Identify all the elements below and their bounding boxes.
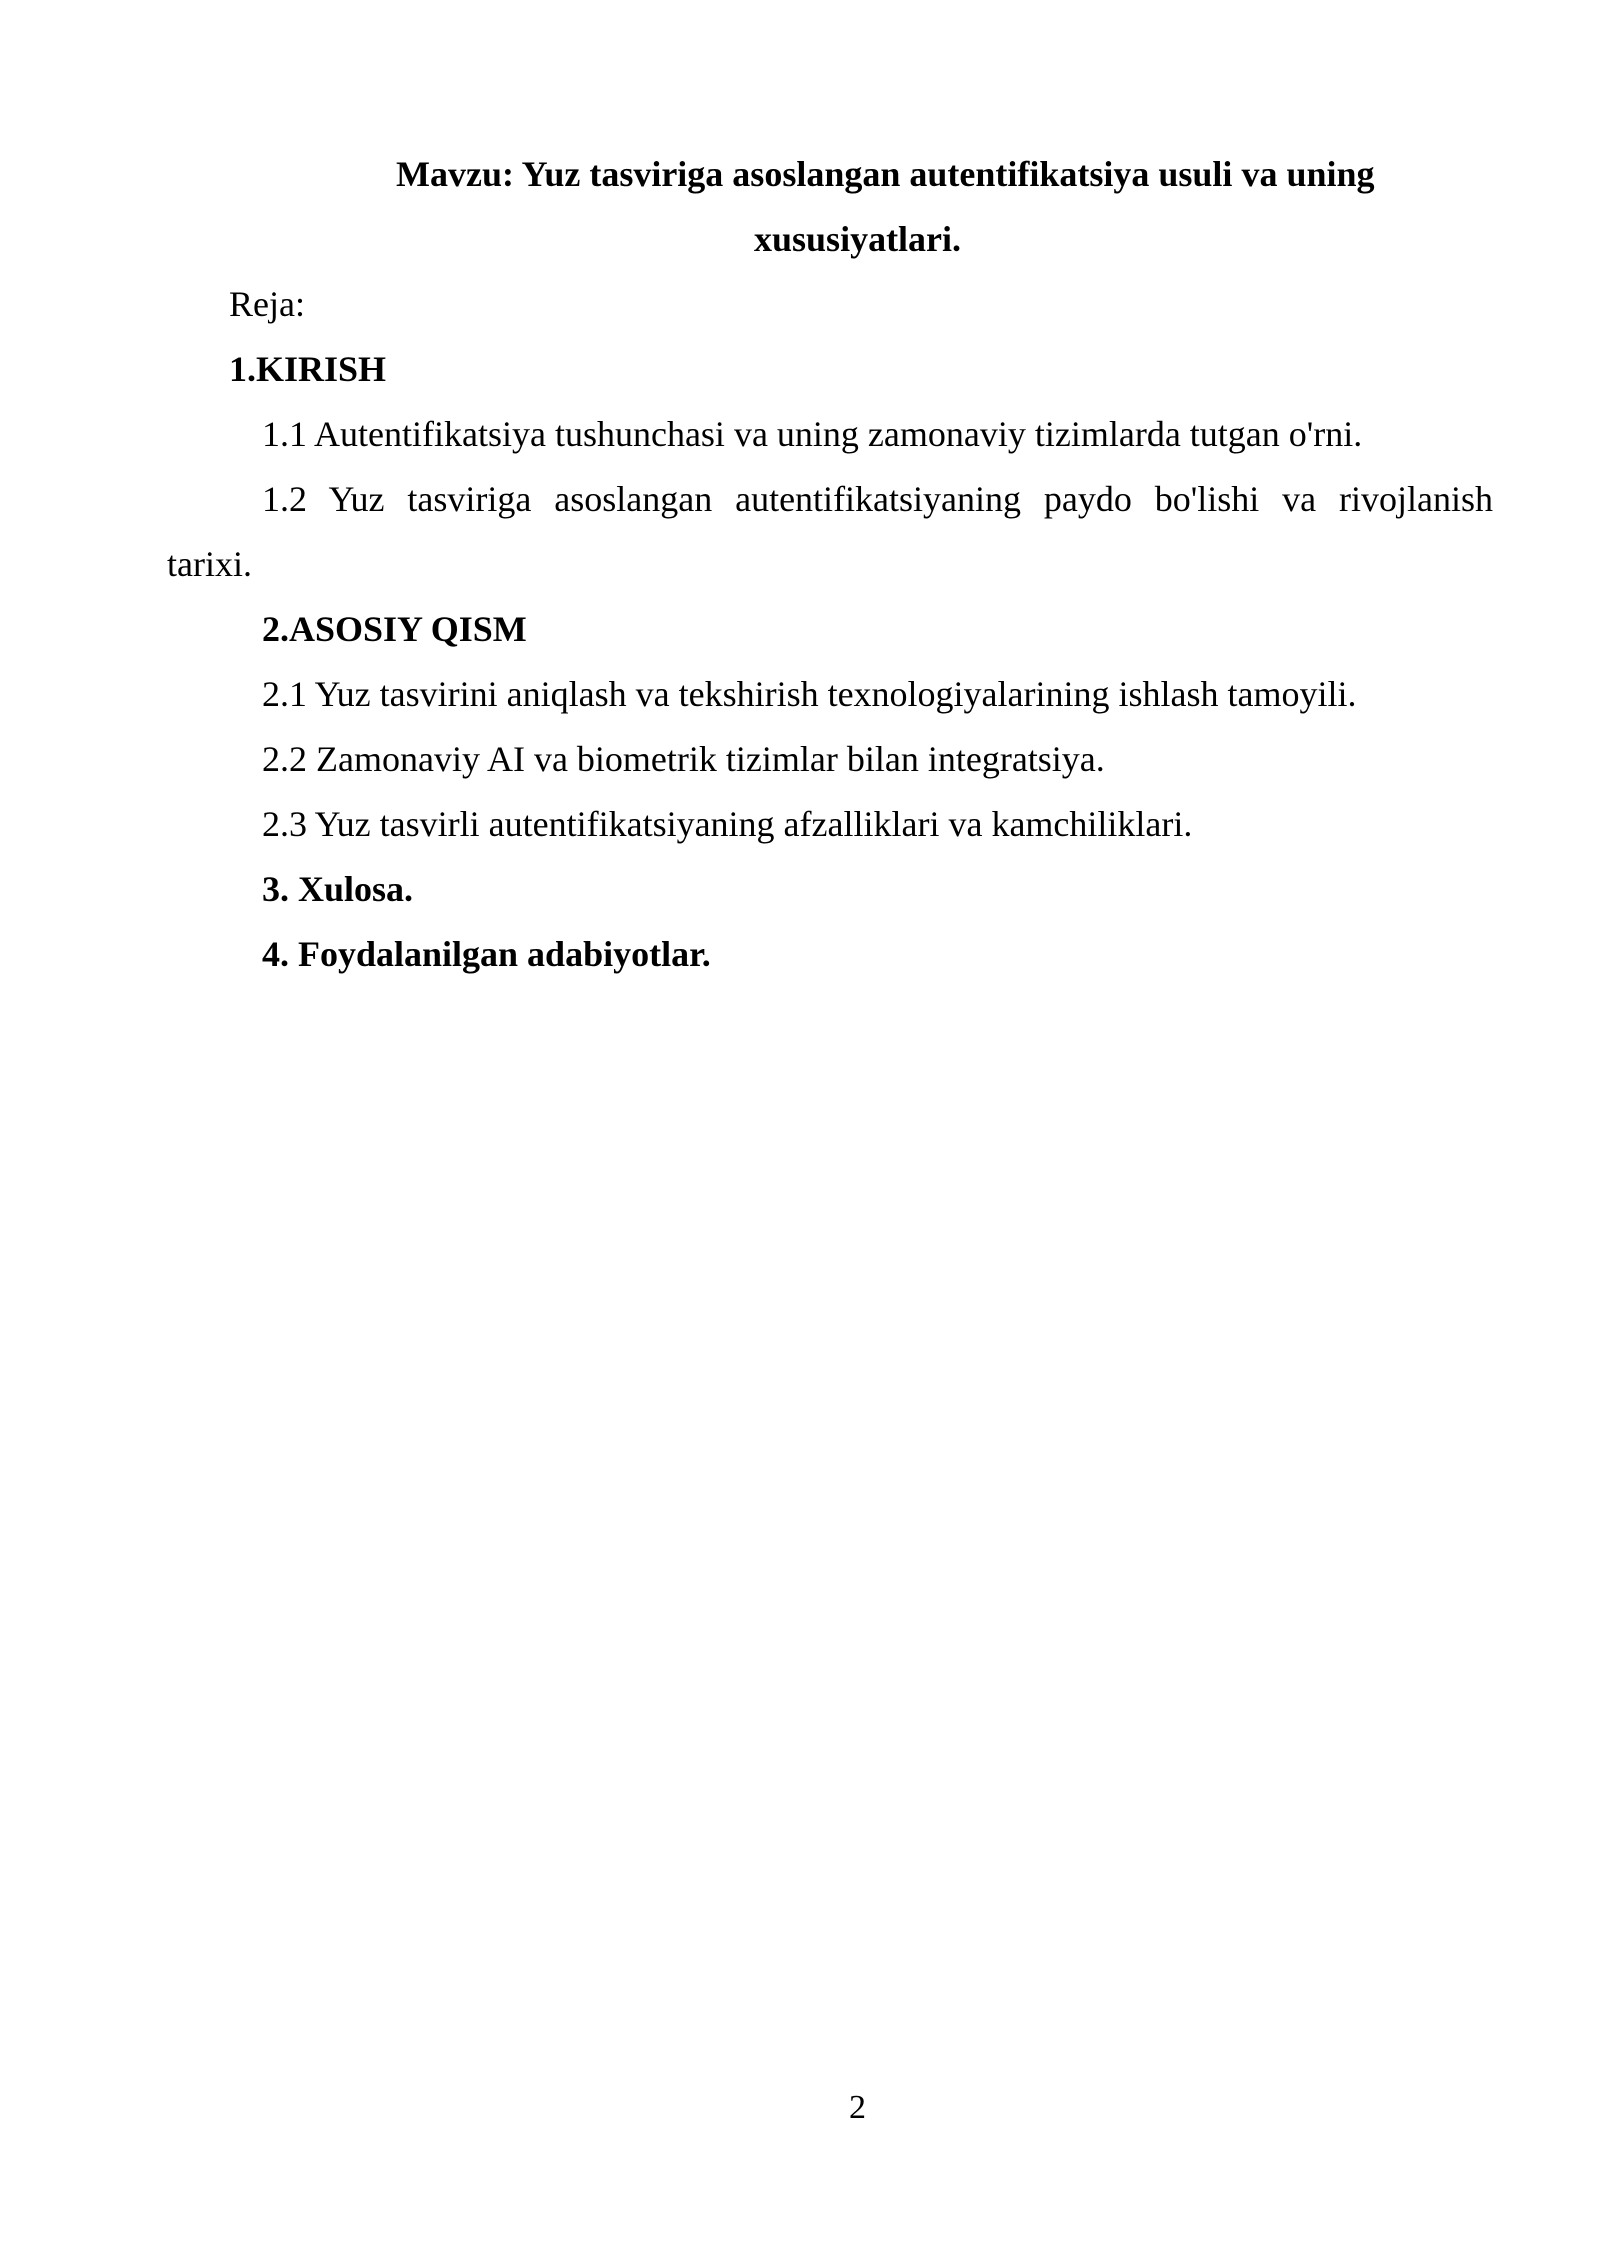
- item-1-2: 1.2 Yuz tasviriga asoslangan autentifikatsiyaning paydo bo'lishi va rivojlanish: [262, 479, 1493, 519]
- title-line-1: Mavzu: Yuz tasviriga asoslangan autentifikatsiya usuli va uning: [396, 154, 1375, 194]
- section-2-heading: 2.ASOSIY QISM: [262, 609, 527, 649]
- section-1-heading: 1.KIRISH: [229, 349, 387, 389]
- item-2-2: 2.2 Zamonaviy AI va biometrik tizimlar bilan integratsiya.: [262, 739, 1105, 779]
- item-1-1: 1.1 Autentifikatsiya tushunchasi va uning zamonaviy tizimlarda tutgan o'rni.: [262, 414, 1363, 454]
- item-2-1: 2.1 Yuz tasvirini aniqlash va tekshirish texnologiyalarining ishlash tamoyili.: [262, 674, 1357, 714]
- title-line-2: xususiyatlari.: [754, 219, 962, 259]
- section-4-heading: 4. Foydalanilgan adabiyotlar.: [262, 934, 711, 974]
- item-1-2-continuation: tarixi.: [167, 544, 252, 584]
- plan-label: Reja:: [229, 284, 305, 324]
- page-number: 2: [849, 2089, 866, 2126]
- section-3-heading: 3. Xulosa.: [262, 869, 414, 909]
- item-2-3: 2.3 Yuz tasvirli autentifikatsiyaning afzalliklari va kamchiliklari.: [262, 804, 1193, 844]
